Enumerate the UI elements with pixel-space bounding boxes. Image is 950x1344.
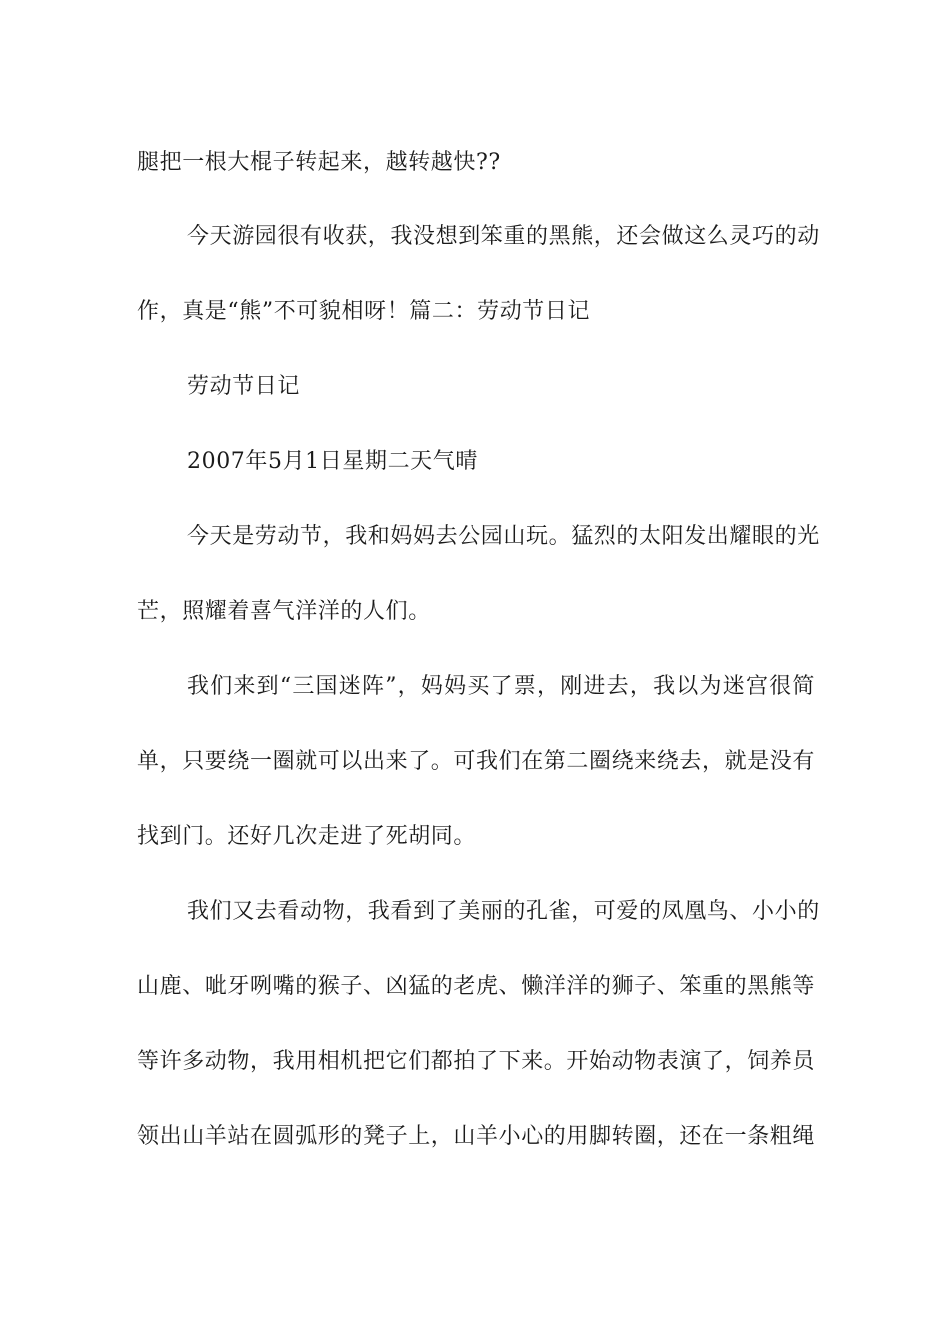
text-line-8: 我们来到“三国迷阵”，妈妈买了票，刚进去，我以为迷宫很简 (187, 674, 815, 699)
text-line-3: 作，真是“熊”不可貌相呀！篇二：劳动节日记 (137, 299, 591, 324)
text-line-4: 劳动节日记 (187, 374, 301, 399)
text-line-10: 找到门。还好几次走进了死胡同。 (137, 824, 477, 849)
text-line-14: 领出山羊站在圆弧形的凳子上，山羊小心的用脚转圈，还在一条粗绳 (137, 1124, 816, 1149)
text-line-5: 2007年5月1日星期二天气晴 (187, 449, 478, 474)
text-line-2: 今天游园很有收获，我没想到笨重的黑熊，还会做这么灵巧的动 (187, 224, 820, 249)
text-line-9: 单，只要绕一圈就可以出来了。可我们在第二圈绕来绕去，就是没有 (137, 749, 816, 774)
text-line-13: 等许多动物，我用相机把它们都拍了下来。开始动物表演了，饲养员 (137, 1049, 816, 1074)
text-line-6: 今天是劳动节，我和妈妈去公园山玩。猛烈的太阳发出耀眼的光 (187, 524, 820, 549)
text-line-11: 我们又去看动物，我看到了美丽的孔雀，可爱的凤凰鸟、小小的 (187, 899, 820, 924)
text-line-1: 腿把一根大棍子转起来，越转越快?? (137, 150, 501, 175)
text-line-12: 山鹿、呲牙咧嘴的猴子、凶猛的老虎、懒洋洋的狮子、笨重的黑熊等 (137, 974, 816, 999)
text-line-7: 芒，照耀着喜气洋洋的人们。 (137, 599, 431, 624)
